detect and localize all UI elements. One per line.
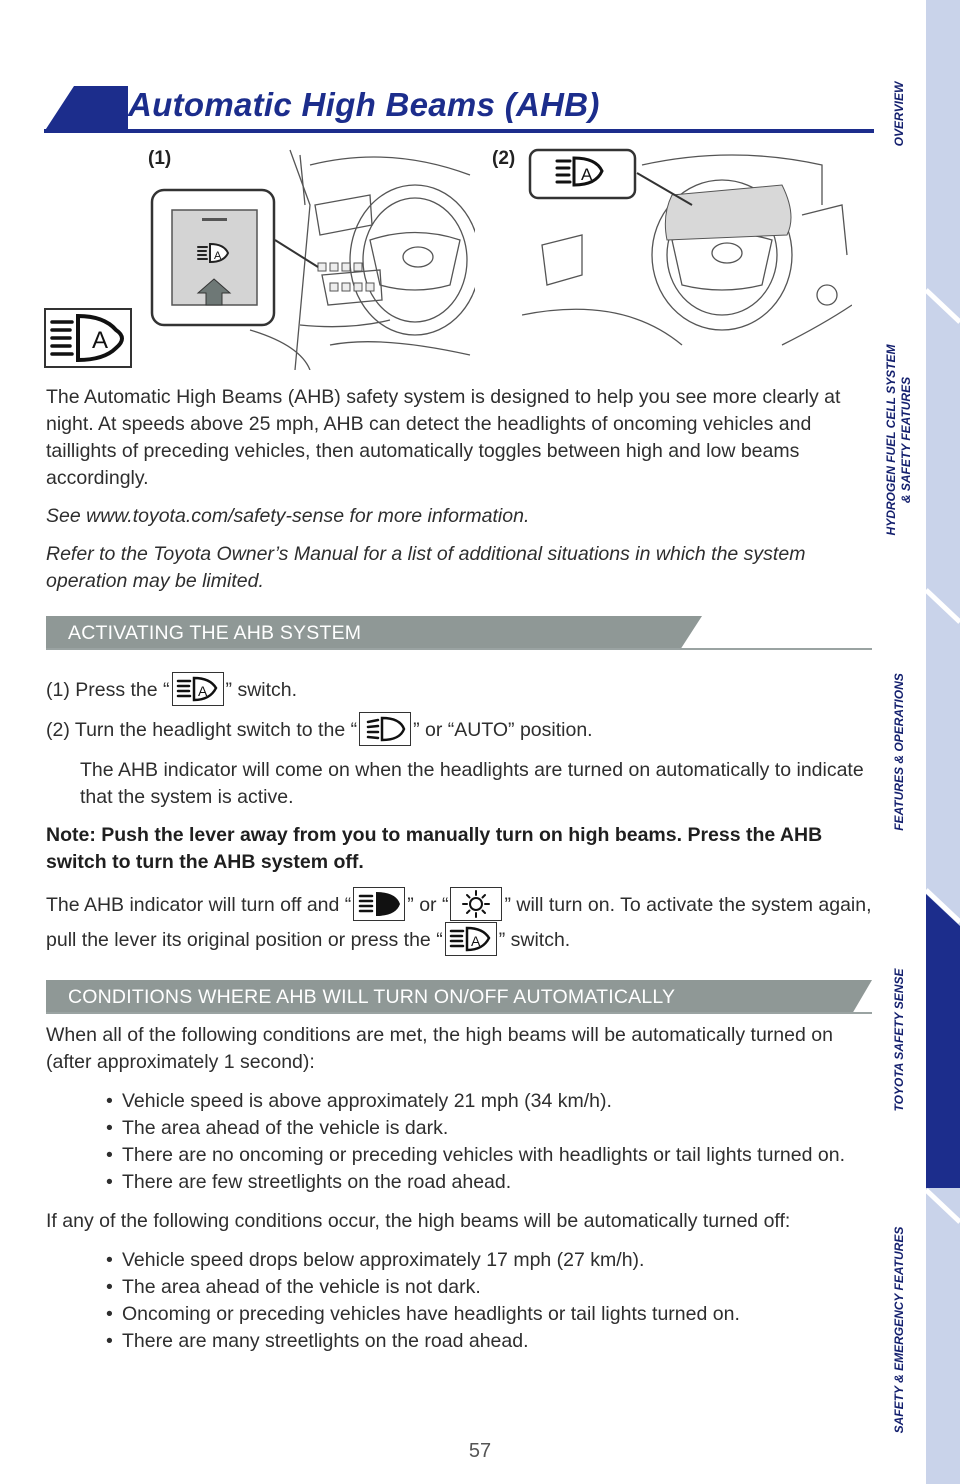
svg-text:A: A [470,933,481,949]
high-beam-indicator-icon [353,887,405,921]
tab-toyota-safety-sense[interactable]: TOYOTA SAFETY SENSE [892,968,906,1112]
svg-text:A: A [581,165,593,184]
indicator-note: The AHB indicator will come on when the headlights are turned on automatically to indicate that the system is active. [80,759,864,808]
figure-label-2: (2) [492,148,516,169]
svg-text:A: A [92,327,109,354]
title-accent-stripe [44,86,128,132]
activating-steps [46,672,872,957]
tab-safety-emergency[interactable]: SAFETY & EMERGENCY FEATURES [892,1226,906,1434]
tab-hydrogen-line2: & SAFETY FEATURES [899,376,913,504]
on-conditions-intro: When all of the following conditions are met, the high beams will be automatically turned on (after approximately 1 second): [46,1024,833,1073]
ahb-switch-icon [44,308,132,368]
page-title: Automatic High Beams (AHB) [128,86,600,123]
side-tab-strip [926,0,960,1484]
tab-hydrogen-line1: HYDROGEN FUEL CELL SYSTEM [884,344,898,536]
intro-section [46,384,872,595]
ahb-switch-icon [172,672,224,706]
conditions-section [46,1022,872,1355]
list-item: • There are few streetlights on the road ahead. [106,1169,872,1196]
conditions-header-label: CONDITIONS WHERE AHB WILL TURN ON/OFF AUTOMATICALLY [68,986,676,1008]
list-item: • Vehicle speed drops below approximately 17 mph (27 km/h). [106,1247,872,1274]
refer-text: Refer to the Toyota Owner’s Manual for a list of additional situations in which the system operation may be limited. [46,543,806,592]
step-2-pre: (2) Turn the headlight switch to the “ [46,719,358,741]
page-number: 57 [468,1440,492,1462]
tab-hydrogen-fuel-cell[interactable] [884,320,914,560]
step-1-pre: (1) Press the “ [46,679,170,701]
off-text-1: The AHB indicator will turn off and “ [46,894,352,916]
headlight-on-indicator-icon [450,887,502,921]
list-item: • There are no oncoming or preceding vehicles with headlights or tail lights turned on. [106,1142,872,1169]
see-more-text: See www.toyota.com/safety-sense for more information. [46,505,530,527]
section-rule [46,1012,872,1014]
indicator-off-text [46,887,872,957]
step-1-post: ” switch. [225,679,298,701]
step-2 [46,712,872,746]
tab-overview[interactable]: OVERVIEW [892,81,906,147]
list-item: • There are many streetlights on the road ahead. [106,1328,872,1355]
svg-text:A: A [214,250,222,262]
figure-1-dashboard-switch [150,145,475,370]
note-text: Note: Push the lever away from you to manually turn on high beams. Press the AHB switch to turn the AHB system off. [46,824,823,873]
headlight-low-beam-icon [359,712,411,746]
list-item: • The area ahead of the vehicle is not dark. [106,1274,872,1301]
list-item: • The area ahead of the vehicle is dark. [106,1115,872,1142]
ahb-switch-icon [445,922,497,956]
off-text-2: ” or “ [407,894,449,916]
svg-text:A: A [197,683,207,699]
list-item: • Oncoming or preceding vehicles have headlights or tail lights turned on. [106,1301,872,1328]
intro-paragraph: The Automatic High Beams (AHB) safety system is designed to help you see more clearly at night. At speeds above 25 mph, AHB can detect the headlights of oncoming vehicles and taillights of preceding vehicles, then automatically toggles between high and low beams accordingly. [46,386,841,489]
step-2-post: ” or “AUTO” position. [413,719,593,741]
off-conditions-intro: If any of the following conditions occur, the high beams will be automatically turned off: [46,1210,791,1232]
tab-features-operations[interactable]: FEATURES & OPERATIONS [892,673,906,831]
off-text-3: ” will turn on. To activate the system again, pull the lever its original position or press the “ [46,894,872,951]
figure-2-meter-indicator [522,145,852,360]
section-rule [46,648,872,650]
off-conditions-list [106,1247,872,1355]
step-1 [46,672,872,706]
title-underline [44,129,874,133]
activating-header-label: ACTIVATING THE AHB SYSTEM [68,622,362,644]
off-text-4: ” switch. [498,929,571,951]
on-conditions-list [106,1088,872,1196]
list-item: • Vehicle speed is above approximately 21 mph (34 km/h). [106,1088,872,1115]
figure-label-1: (1) [148,148,172,169]
